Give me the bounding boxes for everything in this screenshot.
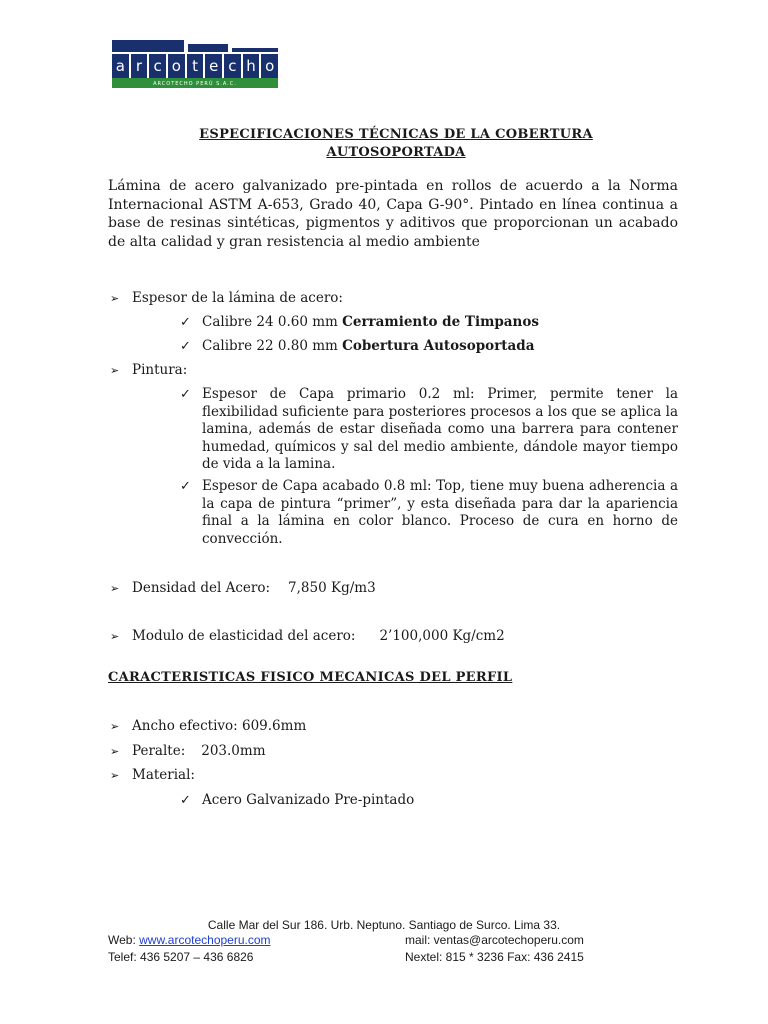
intro-paragraph: Lámina de acero galvanizado pre-pintada en rollos de acuerdo a la Norma Internacional ASTM A-653, Grado 40, Capa G-90°. Pintado en línea continua a base de resinas sintéticas, pigmentos y aditivos que proporcionan un acabado de alta calidad y gran resistencia al medio ambiente (108, 178, 678, 250)
check-item-capa-primario: ✓ Espesor de Capa primario 0.2 ml: Primer, permite tener la flexibilidad suficiente para posteriores procesos a los que se aplica la lamina, además de estar diseñada como una barrera para contener humedad, químicos y sal del medio ambiente, dándole mayor tiempo de vida a la lamina. (180, 386, 678, 472)
check-icon: ✓ (180, 793, 191, 808)
check-icon: ✓ (180, 315, 191, 330)
arrow-bullet-icon: ➢ (110, 745, 120, 758)
logo-subtitle: ARCOTECHO PERÚ S.A.C. (112, 81, 278, 88)
bullet-espesor: ➢ Espesor de la lámina de acero: (110, 290, 343, 306)
check-icon: ✓ (180, 339, 191, 354)
check-icon: ✓ (180, 387, 191, 402)
check-item-calibre-22: ✓ Calibre 22 0.80 mm Cobertura Autosoportada (180, 338, 535, 354)
check-item-material: ✓ Acero Galvanizado Pre-pintado (180, 792, 415, 808)
page-title: ESPECIFICACIONES TÉCNICAS DE LA COBERTURA (199, 127, 593, 142)
website-link[interactable]: www.arcotechoperu.com (139, 933, 271, 947)
check-icon: ✓ (180, 479, 191, 494)
arrow-bullet-icon: ➢ (110, 292, 120, 305)
check-item-capa-acabado: ✓ Espesor de Capa acabado 0.8 ml: Top, tiene muy buena adherencia a la capa de pintura “primer”, y esta diseñada para dar la apariencia final a la lámina en color blanco. Proceso de cura en horno de convección. (180, 478, 678, 547)
arrow-bullet-icon: ➢ (110, 720, 120, 733)
bullet-pintura: ➢ Pintura: (110, 362, 188, 378)
section-title: CARACTERISTICAS FISICO MECANICAS DEL PERFIL (108, 670, 513, 685)
footer-mail: mail: ventas@arcotechoperu.com (405, 933, 584, 947)
page-title-line2: AUTOSOPORTADA (326, 145, 466, 160)
footer-telef: Telef: 436 5207 – 436 6826 (108, 950, 254, 964)
arrow-bullet-icon: ➢ (110, 364, 120, 377)
bullet-material: ➢ Material: (110, 767, 195, 783)
arrow-bullet-icon: ➢ (110, 630, 120, 643)
footer-address: Calle Mar del Sur 186. Urb. Neptuno. Santiago de Surco. Lima 33. (207, 918, 561, 932)
check-item-calibre-24: ✓ Calibre 24 0.60 mm Cerramiento de Timpanos (180, 314, 539, 330)
bullet-peralte: ➢ Peralte: 203.0mm (110, 743, 266, 759)
bullet-densidad: ➢ Densidad del Acero: 7,850 Kg/m3 (110, 580, 376, 596)
bullet-ancho: ➢ Ancho efectivo: 609.6mm (110, 718, 307, 734)
arrow-bullet-icon: ➢ (110, 582, 120, 595)
footer-web: Web: www.arcotechoperu.com (108, 933, 271, 947)
logo-letters: a r c o t e c h o (112, 54, 278, 78)
company-logo (112, 40, 278, 86)
footer-nextel: Nextel: 815 * 3236 Fax: 436 2415 (405, 950, 584, 964)
arrow-bullet-icon: ➢ (110, 769, 120, 782)
bullet-modulo: ➢ Modulo de elasticidad del acero: 2’100,000 Kg/cm2 (110, 628, 505, 644)
